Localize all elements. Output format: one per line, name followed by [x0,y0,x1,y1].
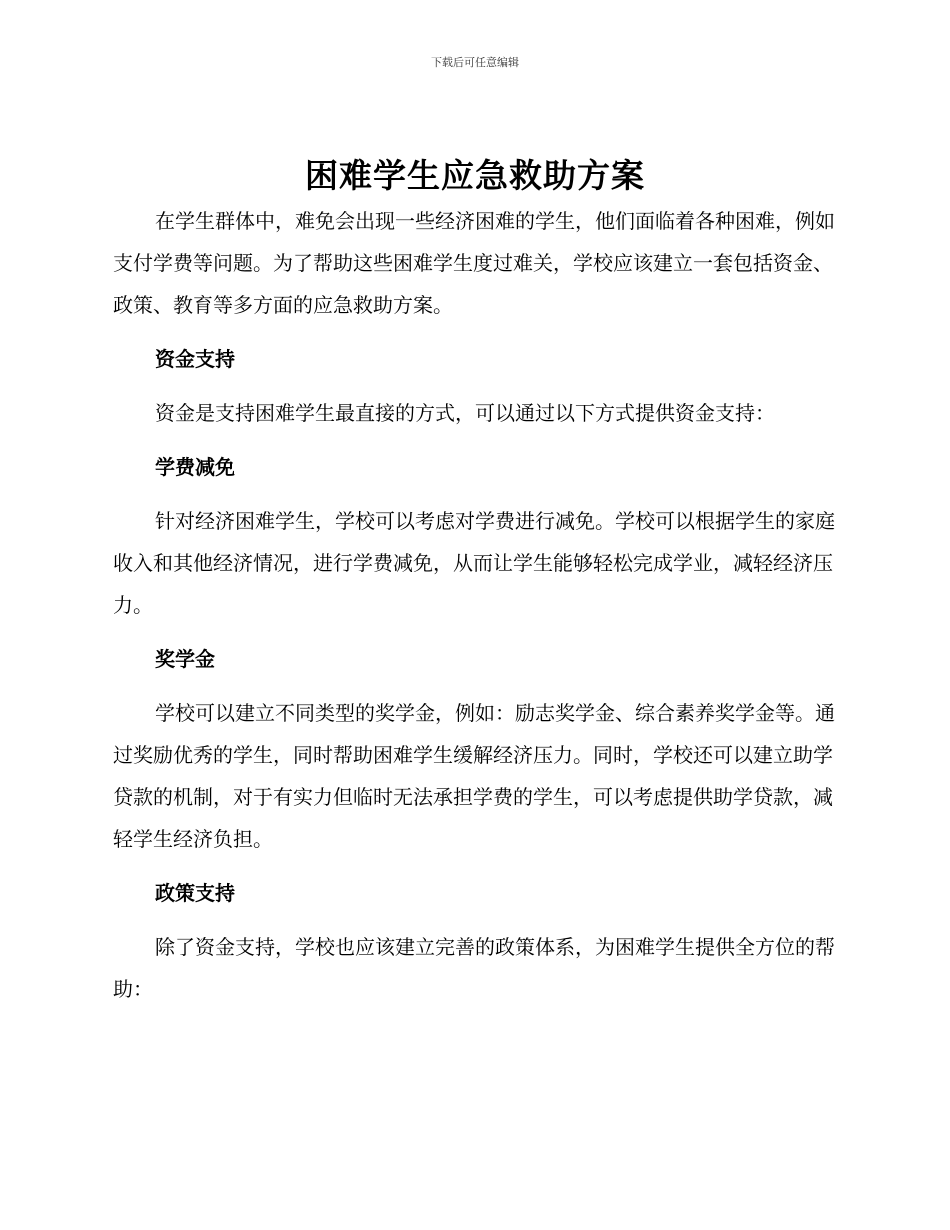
document-title: 困难学生应急救助方案 [305,156,645,195]
document-body [113,200,837,1010]
section-heading-scholarship: 奖学金 [155,647,215,671]
section-paragraph-tuition-waiver: 针对经济困难学生，学校可以考虑对学费进行减免。学校可以根据学生的家庭收入和其他经济情况，进行学费减免，从而让学生能够轻松完成学业，减轻经济压力。 [113,509,835,617]
section-heading-tuition-waiver: 学费减免 [155,455,235,479]
section-paragraph-policy: 除了资金支持，学校也应该建立完善的政策体系，为困难学生提供全方位的帮助： [113,935,835,1001]
section-heading-funding: 资金支持 [155,347,235,371]
section-paragraph-scholarship: 学校可以建立不同类型的奖学金，例如：励志奖学金、综合素养奖学金等。通过奖励优秀的学生，同时帮助困难学生缓解经济压力。同时，学校还可以建立助学贷款的机制，对于有实力但临时无法承担学费的学生，可以考虑提供助学贷款，减轻学生经济负担。 [113,701,835,851]
intro-paragraph: 在学生群体中，难免会出现一些经济困难的学生，他们面临着各种困难，例如支付学费等问题。为了帮助这些困难学生度过难关，学校应该建立一套包括资金、政策、教育等多方面的应急救助方案。 [113,209,835,317]
section-paragraph-funding: 资金是支持困难学生最直接的方式，可以通过以下方式提供资金支持： [155,401,775,425]
section-heading-policy: 政策支持 [155,881,235,905]
header-note: 下载后可任意编辑 [431,56,519,69]
